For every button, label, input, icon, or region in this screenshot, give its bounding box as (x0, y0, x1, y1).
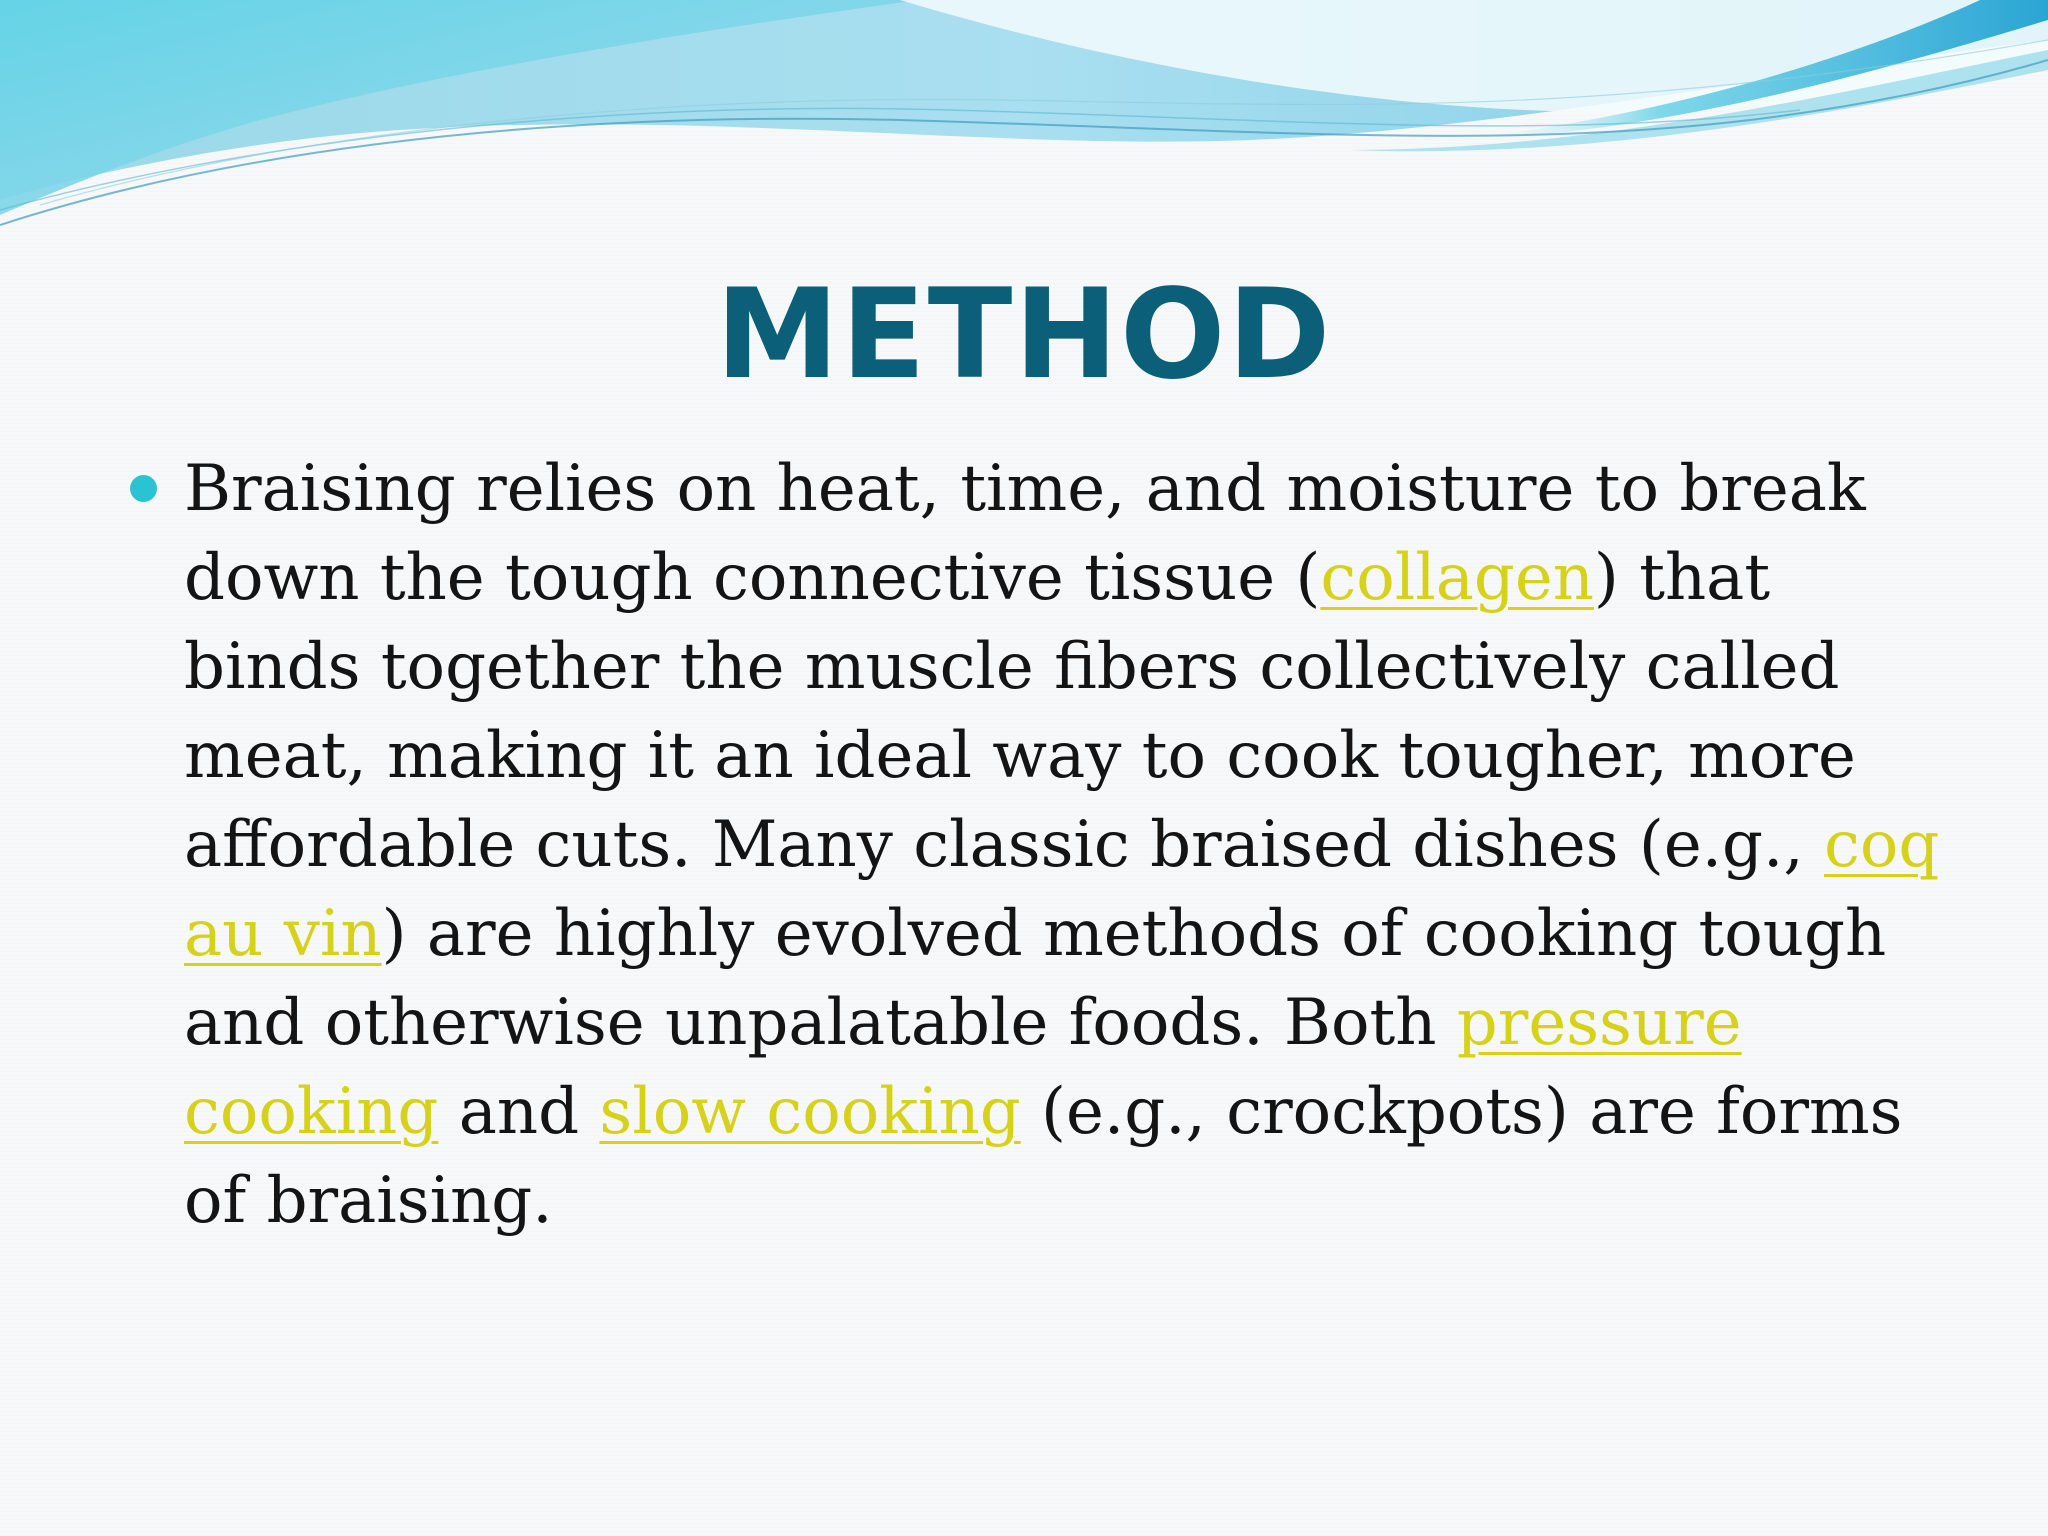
bullet-item (130, 445, 1950, 1246)
bullet-text-2: ) that binds together the muscle fibers collectively called meat, making it an ideal way to cook tougher, more affordable cuts. Many classic braised dishes (e.g., (184, 541, 1856, 882)
link-collagen[interactable]: collagen (1320, 541, 1594, 615)
bullet-text-4: and (438, 1075, 600, 1149)
bullet-text-3: ) are highly evolved methods of cooking tough and otherwise unpalatable foods. Both (184, 897, 1887, 1060)
bullet-dot-icon (130, 475, 157, 502)
bullet-list (130, 445, 1950, 1246)
slide-title: METHOD (715, 263, 1333, 407)
link-coq-au-vin[interactable]: coq au vin (184, 808, 1940, 971)
bullet-text-1: Braising relies on heat, time, and moisture to break down the tough connective tissue ( (184, 452, 1866, 615)
link-pressure-cooking[interactable]: pressure cooking (184, 986, 1742, 1149)
link-slow-cooking[interactable]: slow cooking (599, 1075, 1021, 1149)
wave-header-decoration (0, 0, 2048, 240)
bullet-text-5: (e.g., crockpots) are forms of braising. (184, 1075, 1903, 1238)
